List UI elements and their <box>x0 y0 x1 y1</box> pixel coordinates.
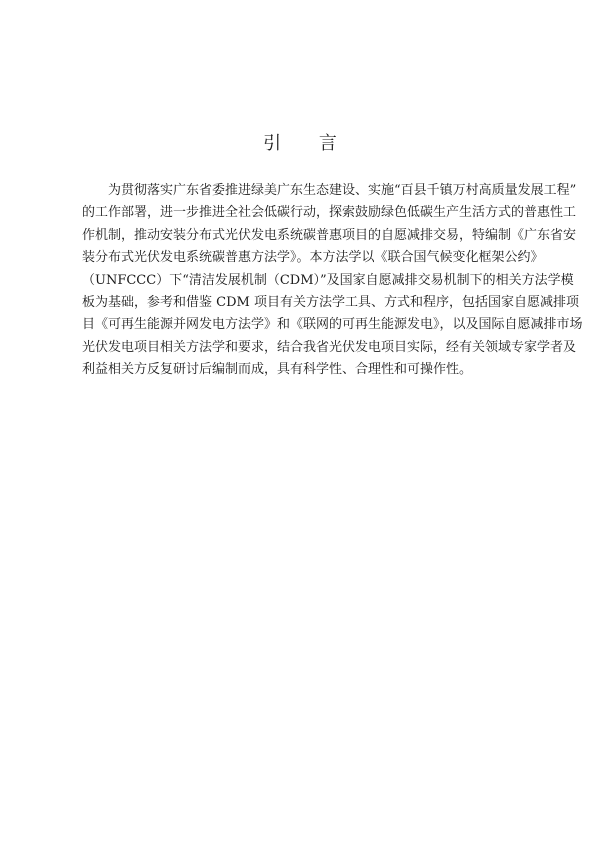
paragraph-line-1: 为贯彻落实广东省委推进绿美广东生态建设、实施“百县千镇万村高质量发展工程” <box>108 183 577 198</box>
paragraph-line-4: 装分布式光伏发电系统碳普惠方法学》。本方法学以《联合国气候变化框架公约》 <box>82 250 544 266</box>
paragraph-line-3: 作机制，推动安装分布式光伏发电系统碳普惠项目的自愿减排交易，特编制《广东省安 <box>82 227 577 243</box>
page-title: 引 言 <box>263 133 353 154</box>
paragraph-line-9: 利益相关方反复研讨后编制而成，具有科学性、合理性和可操作性。 <box>82 362 473 378</box>
paragraph-line-8: 光伏发电项目相关方法学和要求，结合我省光伏发电项目实际，经有关领域专家学者及 <box>82 339 577 355</box>
introduction-paragraph <box>82 180 583 382</box>
paragraph-line-7: 目《可再生能源并网发电方法学》和《联网的可再生能源发电》，以及国际自愿减排市场 <box>82 317 583 333</box>
paragraph-line-2: 的工作部署，进一步推进全社会低碳行动，探索鼓励绿色低碳生产生活方式的普惠性工 <box>82 205 577 221</box>
paragraph-line-5: （UNFCCC）下“清洁发展机制（CDM）”及国家自愿减排交易机制下的相关方法学模 <box>82 272 574 288</box>
paragraph-line-6: 板为基础，参考和借鉴 CDM 项目有关方法学工具、方式和程序，包括国家自愿减排项 <box>82 294 579 310</box>
